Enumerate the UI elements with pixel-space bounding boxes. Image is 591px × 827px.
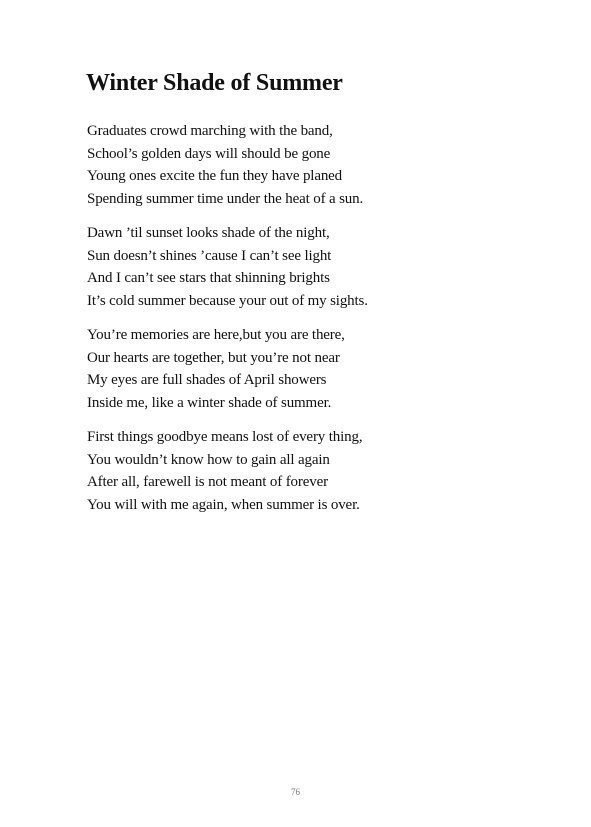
stanza-2: [87, 222, 547, 312]
poem-line: And I can’t see stars that shinning brights: [87, 270, 330, 286]
poem-line: Spending summer time under the heat of a sun.: [87, 190, 364, 207]
poem-line: School’s golden days will should be gone: [87, 145, 331, 162]
stanza-3: [87, 324, 547, 414]
poem-line: Inside me, like a winter shade of summer.: [87, 394, 332, 411]
poem-line: Young ones excite the fun they have planed: [87, 168, 343, 184]
poem-line: Our hearts are together, but you’re not near: [87, 349, 340, 366]
poem-line: Sun doesn’t shines ’cause I can’t see light: [87, 247, 332, 264]
stanza-4: [87, 426, 547, 516]
poem-line: My eyes are full shades of April showers: [87, 372, 327, 388]
poem-line: You will with me again, when summer is over.: [87, 496, 360, 513]
poem-line: After all, farewell is not meant of forever: [87, 474, 328, 490]
poem-title: Winter Shade of Summer: [86, 70, 343, 96]
page-number: 76: [291, 787, 300, 797]
poem-line: You’re memories are here,but you are there,: [87, 327, 345, 343]
poem-line: It’s cold summer because your out of my sights.: [87, 292, 368, 309]
poem-line: First things goodbye means lost of every thing,: [87, 429, 363, 445]
poem-body: [87, 120, 547, 528]
stanza-1: [87, 120, 547, 210]
poem-line: You wouldn’t know how to gain all again: [87, 451, 330, 468]
poem-line: Graduates crowd marching with the band,: [87, 123, 333, 139]
poem-line: Dawn ’til sunset looks shade of the night,: [87, 225, 330, 241]
